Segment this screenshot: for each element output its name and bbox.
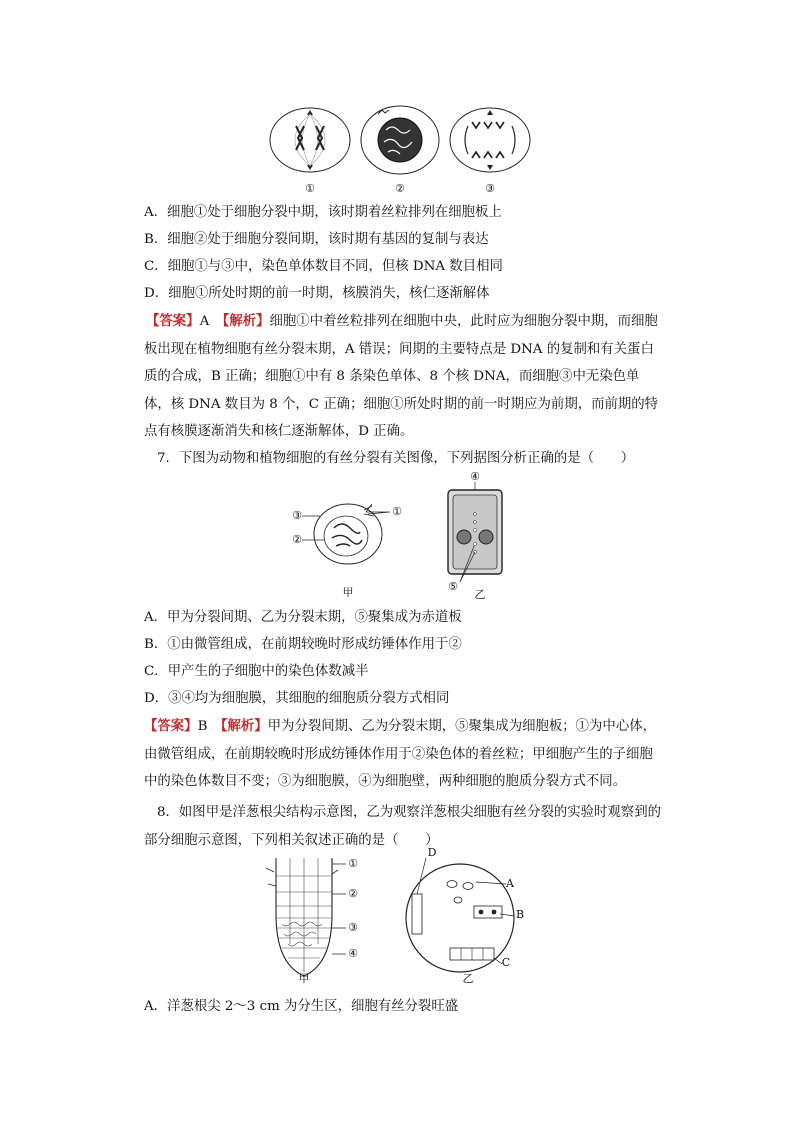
q8-yi-microscope-field	[406, 858, 514, 972]
q7-option-a: A．甲为分裂间期、乙为分裂末期，⑤聚集成为赤道板	[144, 610, 462, 625]
q7-label-5: ⑤	[448, 580, 458, 593]
q7-label-4: ④	[470, 470, 480, 483]
q7-answer-value: B	[197, 719, 208, 734]
figure-1-label-3: ③	[485, 182, 495, 195]
q6-option-c: C．细胞①与③中，染色单体数目不同，但核 DNA 数目相同	[144, 259, 503, 274]
q6-option-d: D．细胞①所处时期的前一时期，核膜消失，核仁逐渐解体	[144, 286, 490, 301]
cell-3-anaphase	[450, 108, 530, 172]
figure-q7	[280, 470, 520, 602]
cell-1-metaphase	[270, 108, 350, 172]
q8-caption-yi: 乙	[462, 972, 474, 985]
figure-q8	[262, 846, 532, 986]
q6-analysis-text: 细胞①中着丝粒排列在细胞中央，此时应为细胞分裂中期，而细胞板出现在植物细胞有丝分裂末期，A 错误；间期的主要特点是 DNA 的复制和有关蛋白质的合成，B 正确；细胞①中有 8 条染色单体、8 个核 DNA，而细胞③中无染色单体，核 DNA 数目为 8 个，C 正确；细胞①所处时期的前一时期应为前期，而前期的特点有核膜逐渐消失和核仁逐渐解体，D 正确。	[144, 314, 659, 439]
q7-label-3: ③	[292, 509, 302, 522]
q7-yi-plant-cell	[448, 482, 502, 582]
q8-caption-jia: 甲	[298, 972, 310, 985]
q7-label-2: ②	[292, 533, 302, 546]
q6-analysis-tag: 【解析】	[222, 313, 270, 329]
q7-option-d: D．③④均为细胞膜，其细胞的细胞质分裂方式相同	[144, 691, 450, 706]
q8-stem: 8．如图甲是洋葱根尖结构示意图，乙为观察洋葱根尖细胞有丝分裂的实验时观察到的部分细胞示意图，下列相关叙述正确的是（ ）	[144, 805, 661, 848]
q7-answer-block	[144, 713, 664, 796]
q7-label-1: ①	[392, 505, 402, 518]
q7-option-b: B．①由微管组成，在前期较晚时形成纺锤体作用于②	[144, 637, 462, 652]
q7-analysis-text: 甲为分裂间期、乙为分裂末期，⑤聚集成为细胞板；①为中心体，由微管组成，在前期较晚时形成纺锤体作用于②染色体的着丝粒；甲细胞产生的子细胞中的染色体数目不变；③为细胞膜，④为细胞壁，两种细胞的胞质分裂方式不同。	[144, 719, 656, 789]
q6-option-a: A．细胞①处于细胞分裂中期，该时期着丝粒排列在细胞板上	[144, 205, 502, 220]
q7-jia-animal-cell	[302, 504, 390, 564]
q6-answer-block	[144, 308, 664, 446]
q7-analysis-tag: 【解析】	[220, 718, 268, 734]
figure-cell-division-phases	[260, 96, 540, 196]
q8-jia-root-tip	[266, 858, 346, 976]
cell-2-interphase	[361, 106, 439, 174]
q7-caption-jia: 甲	[342, 586, 354, 599]
q8-yi-label-c: C	[501, 956, 511, 969]
q8-jia-label-1: ①	[348, 857, 358, 870]
q7-caption-yi: 乙	[474, 588, 486, 601]
q8-yi-label-b: B	[515, 908, 525, 921]
figure-1-label-2: ②	[395, 182, 405, 195]
figure-q7-svg	[280, 470, 520, 602]
q8-yi-label-d: D	[427, 846, 437, 859]
figure-1-label-1: ①	[305, 182, 315, 195]
q6-answer-tag: 【答案】	[146, 313, 200, 329]
figure-q8-svg	[262, 854, 532, 986]
q6-option-b: B．细胞②处于细胞分裂间期，该时期有基因的复制与表达	[144, 232, 489, 247]
figure-1-svg	[260, 96, 540, 196]
q8-jia-label-4: ④	[348, 947, 358, 960]
q7-stem: 7．下图为动物和植物细胞的有丝分裂有关图像，下列据图分析正确的是（ ）	[157, 451, 635, 466]
q8-yi-label-a: A	[506, 877, 514, 890]
q7-answer-tag: 【答案】	[144, 718, 198, 734]
q8-jia-label-2: ②	[348, 887, 358, 900]
q6-answer-value: A	[199, 314, 210, 329]
q8-option-a: A．洋葱根尖 2～3 cm 为分生区，细胞有丝分裂旺盛	[144, 999, 459, 1014]
q7-option-c: C．甲产生的子细胞中的染色体数减半	[144, 664, 369, 679]
q8-jia-label-3: ③	[348, 921, 358, 934]
